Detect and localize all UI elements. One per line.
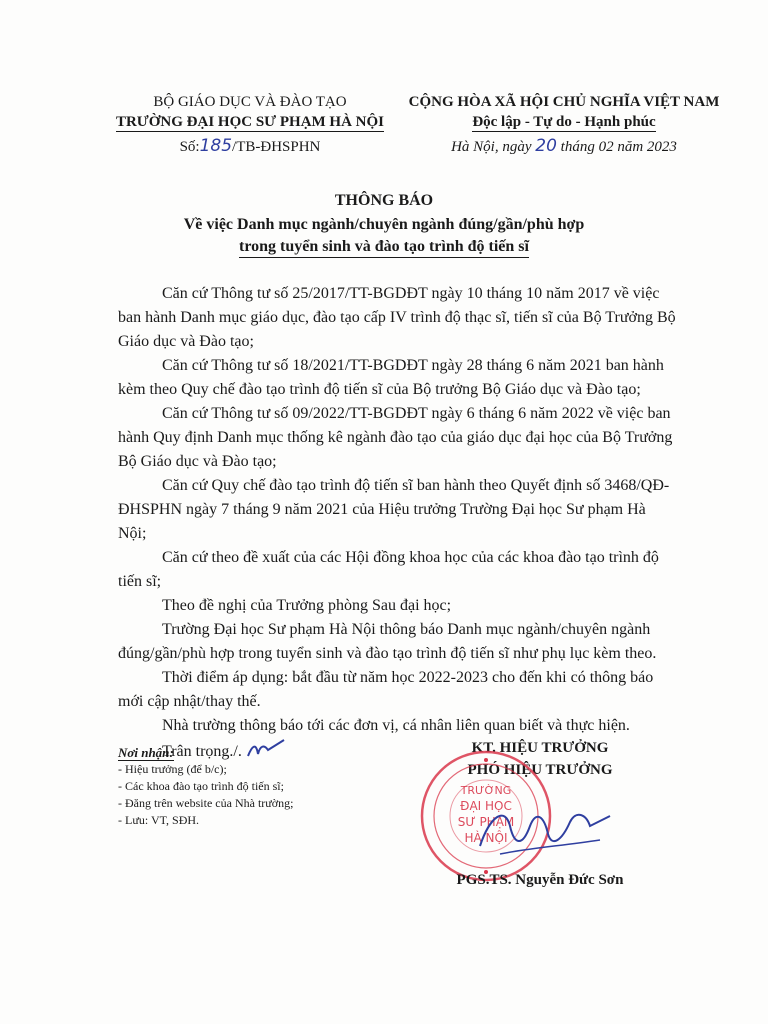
document-number: Số:185/TB-ĐHSPHN: [179, 136, 321, 156]
issue-date: Hà Nội, ngày 20 tháng 02 năm 2023: [451, 136, 677, 156]
paragraph-legal-basis-4: Căn cứ Quy chế đào tạo trình độ tiến sĩ ban hành theo Quyết định số 3468/QĐ-ĐHSPHN ngày 7 tháng 9 năm 2021 của Hiệu trưởng Trường Đại học Sư phạm Hà Nội;: [118, 477, 670, 542]
motto: Độc lập - Tự do - Hạnh phúc: [472, 114, 656, 130]
republic-name: CỘNG HÒA XÃ HỘI CHỦ NGHĨA VIỆT NAM: [408, 94, 720, 110]
recipient-item: - Đăng trên website của Nhà trường;: [118, 796, 294, 810]
notice-subject-line2: trong tuyển sinh và đào tạo trình độ tiến sĩ: [100, 238, 668, 256]
handwritten-number: 185: [199, 136, 233, 156]
stamp-text: ĐẠI HỌC: [460, 799, 512, 813]
recipient-item: - Hiệu trưởng (để b/c);: [118, 762, 227, 776]
recipients-block: [118, 744, 293, 829]
paragraph-legal-basis-5: Căn cứ theo đề xuất của các Hội đồng khoa học của các khoa đào tạo trình độ tiến sĩ;: [118, 549, 659, 590]
paragraph-legal-basis-2: Căn cứ Thông tư số 18/2021/TT-BGDĐT ngày 28 tháng 6 năm 2021 ban hành kèm theo Quy chế đào tạo trình độ tiến sĩ của Bộ trưởng Bộ Giáo dục và Đào tạo;: [118, 357, 664, 398]
handwritten-signature-icon: [470, 796, 620, 866]
notice-subject-line1: Về việc Danh mục ngành/chuyên ngành đúng/gần/phù hợp: [183, 216, 585, 233]
handwritten-day: 20: [535, 136, 557, 156]
recipient-item: - Lưu: VT, SĐH.: [118, 813, 200, 827]
notice-title: THÔNG BÁO: [334, 192, 434, 209]
signature-title-2: PHÓ HIỆU TRƯỞNG: [467, 762, 613, 778]
university-name: TRƯỜNG ĐẠI HỌC SƯ PHẠM HÀ NỘI: [115, 114, 385, 130]
paragraph-closing: Trân trọng./.: [118, 738, 678, 764]
paragraph-effective-time: Thời điểm áp dụng: bắt đầu từ năm học 2022-2023 cho đến khi có thông báo mới cập nhật/thay thế.: [118, 669, 654, 710]
paragraph-proposal: Theo đề nghị của Trưởng phòng Sau đại học;: [162, 597, 452, 614]
paragraph-announcement: Trường Đại học Sư phạm Hà Nội thông báo Danh mục ngành/chuyên ngành đúng/gần/phù hợp trong tuyển sinh và đào tạo trình độ tiến sĩ như phụ lục kèm theo.: [118, 621, 657, 662]
paragraph-legal-basis-1: Căn cứ Thông tư số 25/2017/TT-BGDĐT ngày 10 tháng 10 năm 2017 về việc ban hành Danh mục giáo dục, đào tạo cấp IV trình độ thạc sĩ, tiến sĩ của Bộ Trưởng Bộ Giáo dục và Đào tạo;: [118, 285, 676, 350]
paragraph-legal-basis-3: Căn cứ Thông tư số 09/2022/TT-BGDĐT ngày 6 tháng 6 năm 2022 về việc ban hành Quy định Danh mục thống kê ngành đào tạo của giáo dục đại học của Bộ Trưởng Bộ Giáo dục và Đào tạo;: [118, 405, 673, 470]
stamp-text: SƯ PHẠM: [457, 815, 515, 829]
header-left: [104, 92, 396, 157]
signer-name: PGS.TS. Nguyễn Đức Sơn: [456, 872, 624, 888]
header-right: [404, 92, 724, 157]
stamp-text: HÀ NỘI: [464, 831, 508, 845]
signature-title-1: KT. HIỆU TRƯỞNG: [471, 740, 609, 756]
ministry-name: BỘ GIÁO DỤC VÀ ĐÀO TẠO: [153, 94, 347, 110]
notice-body: [118, 282, 678, 764]
paragraph-notify: Nhà trường thông báo tới các đơn vị, cá nhân liên quan biết và thực hiện.: [162, 717, 630, 734]
recipients-heading: Nơi nhận:: [118, 745, 174, 760]
stamp-text: TRƯỜNG: [460, 784, 512, 797]
recipient-item: - Các khoa đào tạo trình độ tiến sĩ;: [118, 779, 284, 793]
